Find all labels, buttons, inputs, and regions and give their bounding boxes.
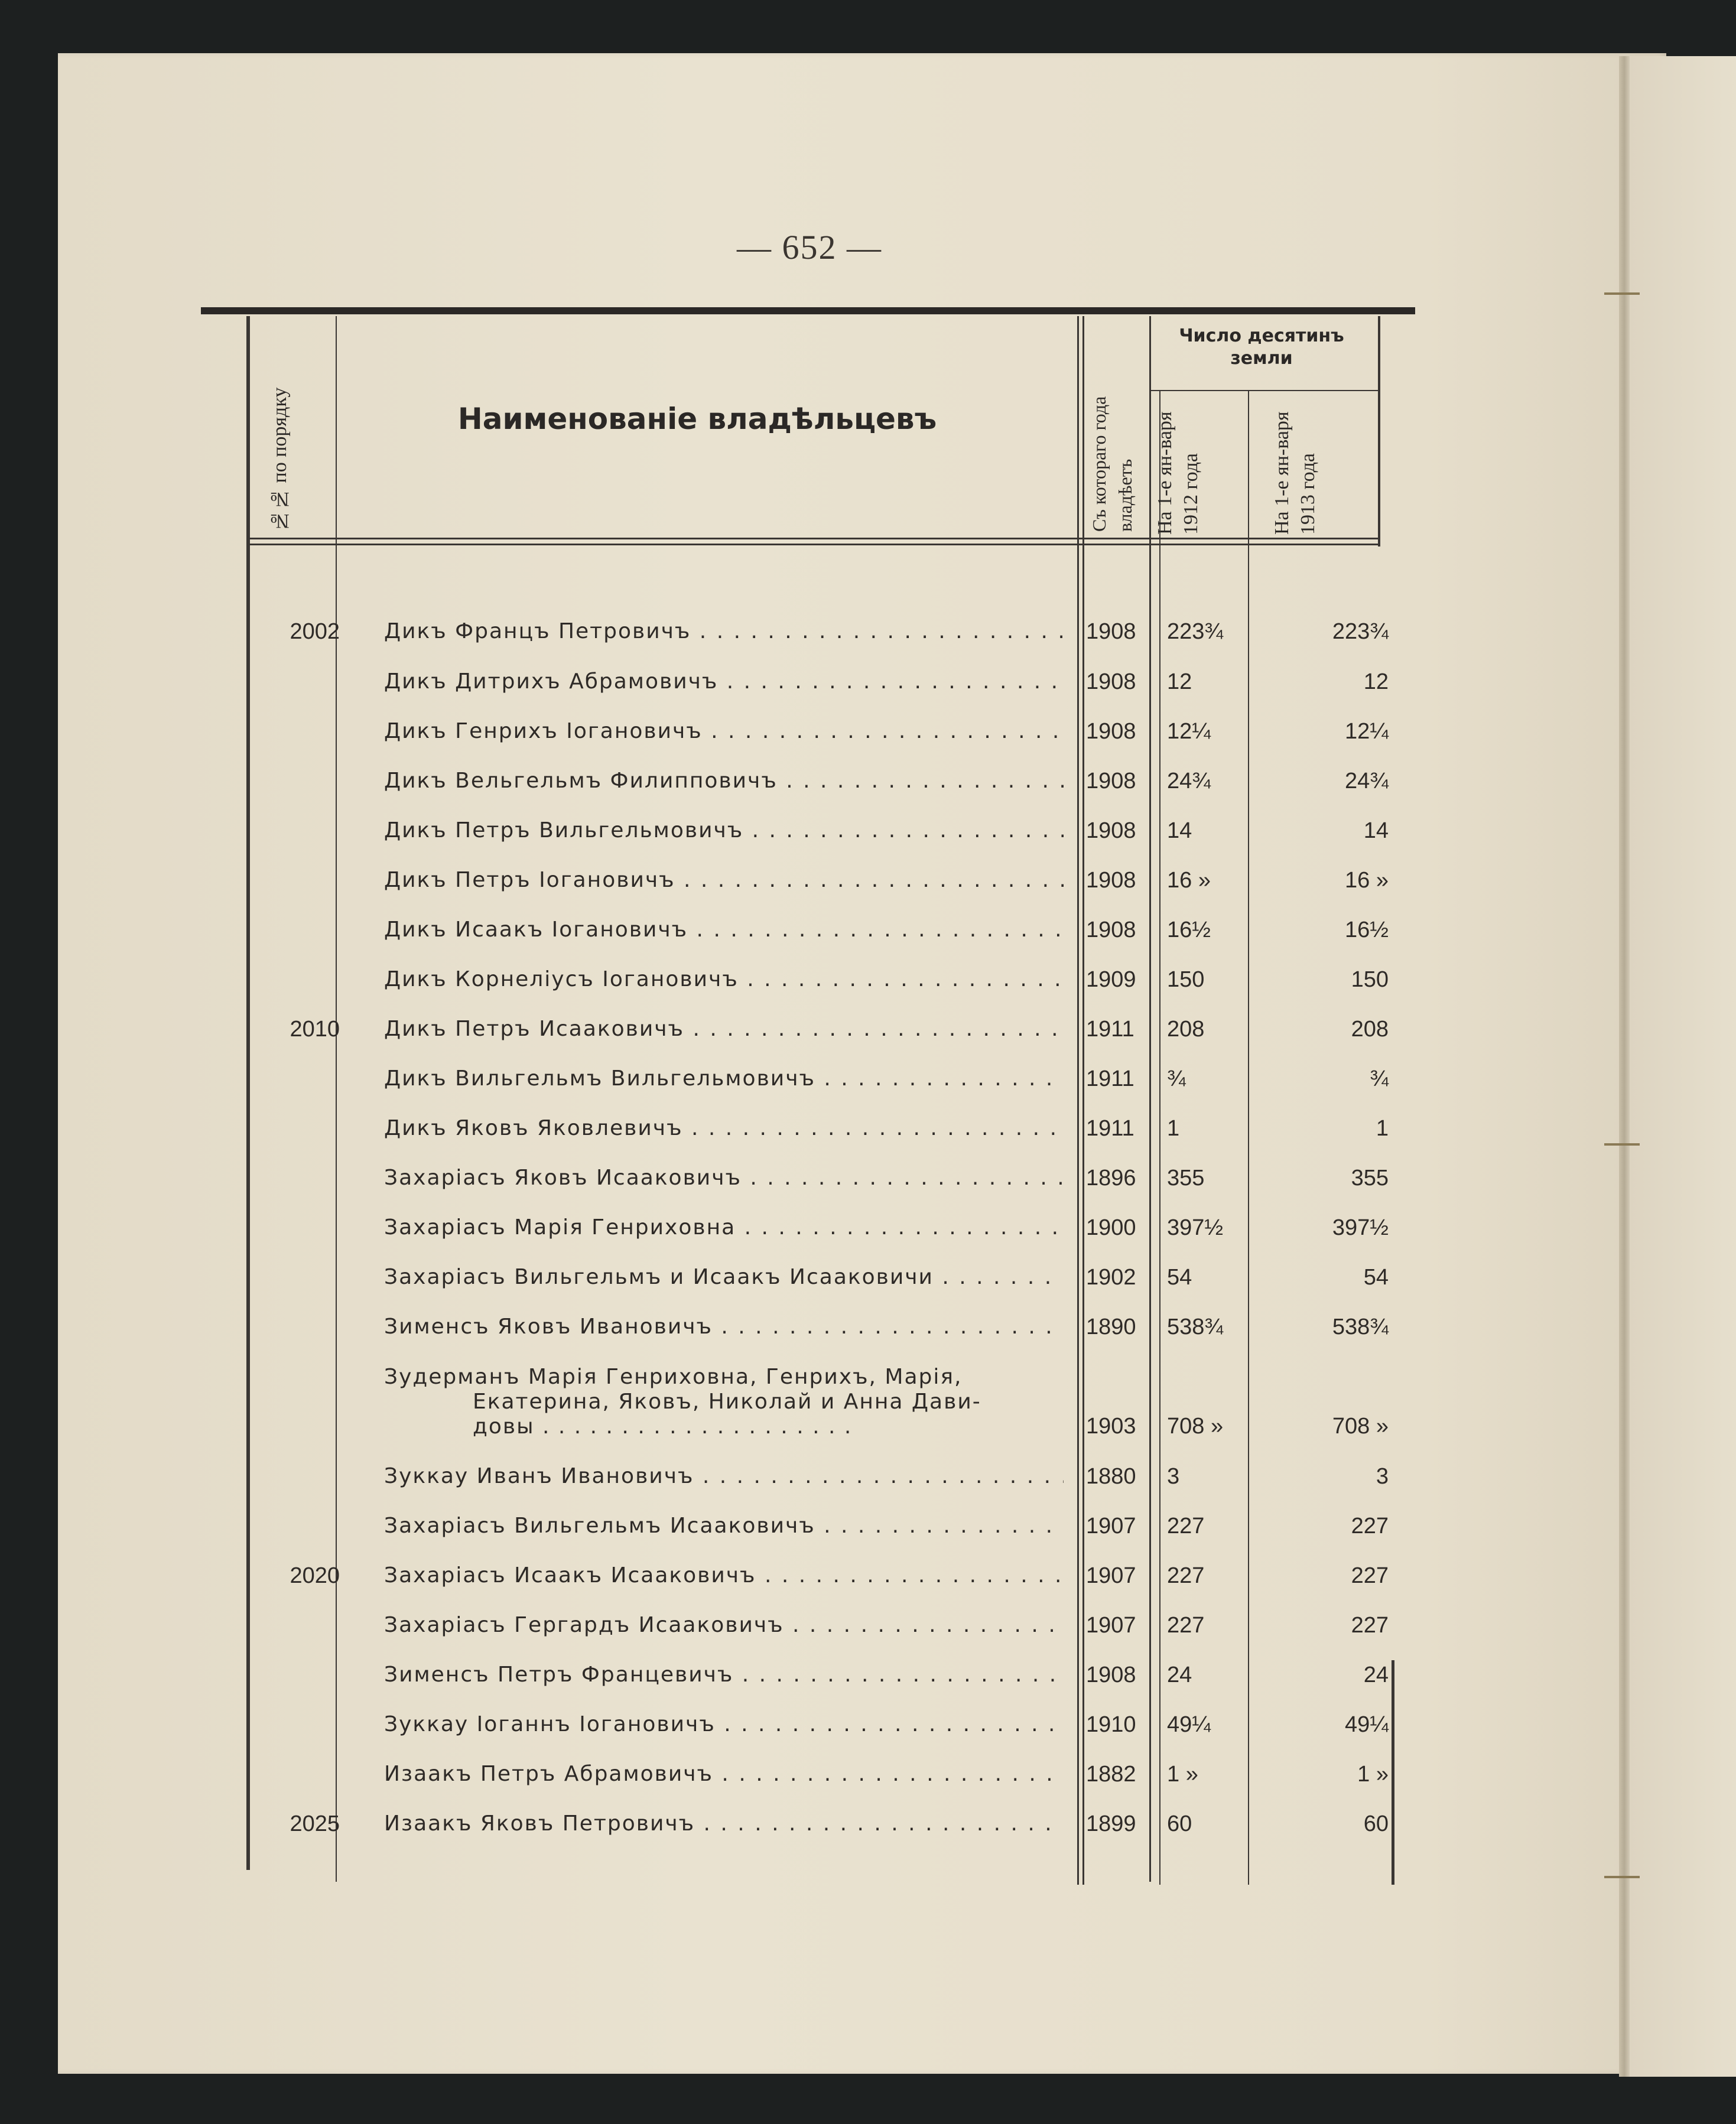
desyatin-1912: 397½	[1167, 1215, 1224, 1240]
desyatin-1913: 3	[1376, 1464, 1389, 1489]
year-since: 1899	[1086, 1811, 1136, 1836]
header-rule	[246, 538, 1380, 539]
table-row	[0, 669, 1736, 719]
year-since: 1900	[1086, 1215, 1136, 1240]
owner-name: Изаакъ Яковъ Петровичъ . . .	[384, 1811, 1064, 1836]
year-since: 1908	[1086, 769, 1136, 793]
table-row	[0, 1613, 1736, 1663]
desyatin-1912: 16 »	[1167, 868, 1211, 893]
header-rule	[246, 544, 1380, 545]
desyatin-1912: 538¾	[1167, 1315, 1224, 1339]
owner-name: Дикъ Вельгельмъ Филипповичъ . . .	[384, 769, 1064, 793]
desyatin-1913: 54	[1363, 1265, 1389, 1290]
year-since: 1907	[1086, 1613, 1136, 1638]
desyatin-1913: 227	[1351, 1514, 1389, 1538]
year-since: 1890	[1086, 1315, 1136, 1339]
table-row	[0, 918, 1736, 967]
header-year-column: Съ котораго года владѣетъ	[1088, 396, 1136, 532]
owner-name: Дикъ Дитрихъ Абрамовичъ . . .	[384, 669, 1064, 694]
year-since: 1907	[1086, 1514, 1136, 1538]
table-row	[0, 1464, 1736, 1514]
year-since: 1908	[1086, 918, 1136, 942]
owner-name: Зименсъ Петръ Францевичъ . . .	[384, 1663, 1064, 1687]
table-row	[0, 719, 1736, 769]
desyatin-1913: 227	[1351, 1563, 1389, 1588]
year-since: 1911	[1086, 1017, 1134, 1042]
page-number: — 652 —	[737, 228, 882, 266]
year-since: 1902	[1086, 1265, 1136, 1290]
desyatin-1913: 49¼	[1345, 1712, 1389, 1737]
year-since: 1911	[1086, 1116, 1134, 1141]
header-desyatin-group: Число десятинъ земли	[1179, 326, 1344, 369]
desyatin-1912: 708 »	[1167, 1414, 1224, 1439]
year-since: 1880	[1086, 1464, 1136, 1489]
table-row	[0, 1066, 1736, 1116]
owner-name: Захаріасъ Марія Генриховна . . .	[384, 1215, 1064, 1240]
desyatin-1913: 24¾	[1345, 769, 1389, 793]
year-since: 1911	[1086, 1066, 1134, 1091]
year-since: 1909	[1086, 967, 1136, 992]
owner-name: Дикъ Яковъ Яковлевичъ . . .	[384, 1116, 1064, 1140]
binding-pin	[1604, 292, 1640, 295]
table-row	[0, 619, 1736, 669]
desyatin-1913: 14	[1363, 818, 1389, 843]
year-since: 1908	[1086, 719, 1136, 744]
owner-name: Захаріасъ Исаакъ Исааковичъ . . .	[384, 1563, 1064, 1588]
desyatin-1913: 16½	[1345, 918, 1389, 942]
year-since: 1907	[1086, 1563, 1136, 1588]
owner-name: Дикъ Корнеліусъ Іогановичъ . . .	[384, 967, 1064, 991]
desyatin-1913: 397½	[1332, 1215, 1389, 1240]
desyatin-1913: 223¾	[1332, 619, 1389, 644]
table-row	[0, 1811, 1736, 1861]
table-row	[0, 1762, 1736, 1811]
table-row	[0, 818, 1736, 868]
desyatin-1913: 60	[1363, 1811, 1389, 1836]
table-row	[0, 1116, 1736, 1166]
year-since: 1896	[1086, 1166, 1136, 1191]
desyatin-1913: 355	[1351, 1166, 1389, 1191]
table-row	[0, 1414, 1736, 1463]
table-row	[0, 1514, 1736, 1563]
owner-name-line: довы . . . . . . . . . . . . . . . . . . . .	[473, 1414, 853, 1439]
desyatin-1913: ¾	[1370, 1066, 1389, 1091]
desyatin-1912: 355	[1167, 1166, 1205, 1191]
table-top-rule	[201, 307, 1415, 314]
desyatin-1913: 708 »	[1332, 1414, 1389, 1439]
owner-name: Дикъ Петръ Вильгельмовичъ . . .	[384, 818, 1064, 843]
owner-name: Зименсъ Яковъ Ивановичъ . . .	[384, 1315, 1064, 1339]
table-row	[0, 1315, 1736, 1364]
owner-name: Дикъ Петръ Исааковичъ . . .	[384, 1017, 1064, 1041]
desyatin-1913: 1 »	[1357, 1762, 1389, 1787]
owner-name: Дикъ Вильгельмъ Вильгельмовичъ . . .	[384, 1066, 1064, 1091]
desyatin-1913: 12¼	[1345, 719, 1389, 744]
desyatin-1912: 227	[1167, 1514, 1205, 1538]
row-number: 2025	[290, 1811, 340, 1836]
year-since: 1908	[1086, 818, 1136, 843]
header-number-column: №№ по порядку	[269, 387, 291, 532]
owner-name-line: Екатерина, Яковъ, Николай и Анна Дави-	[473, 1390, 981, 1414]
desyatin-1912: ¾	[1167, 1066, 1186, 1091]
table-row	[0, 868, 1736, 918]
table-row	[0, 769, 1736, 818]
row-number: 2010	[290, 1017, 340, 1042]
owner-name: Захаріасъ Гергардъ Исааковичъ . . .	[384, 1613, 1064, 1637]
header-owner-name: Наименованіе владѣльцевъ	[457, 402, 937, 436]
owner-name: Захаріасъ Вильгельмъ Исааковичъ . . .	[384, 1514, 1064, 1538]
owner-name: Дикъ Францъ Петровичъ . . .	[384, 619, 1064, 643]
year-since: 1903	[1086, 1414, 1136, 1439]
desyatin-1912: 223¾	[1167, 619, 1224, 644]
desyatin-1912: 24¾	[1167, 769, 1211, 793]
desyatin-1912: 227	[1167, 1613, 1205, 1638]
desyatin-1912: 49¼	[1167, 1712, 1211, 1737]
desyatin-1912: 1 »	[1167, 1762, 1198, 1787]
year-since: 1908	[1086, 1663, 1136, 1687]
table-row	[0, 1265, 1736, 1315]
table-row	[0, 967, 1736, 1017]
desyatin-1913: 12	[1363, 669, 1389, 694]
table-row	[0, 1215, 1736, 1265]
header-1912-column: На 1-е ян-варя 1912 года	[1154, 411, 1202, 535]
owner-name: Дикъ Исаакъ Іогановичъ . . .	[384, 918, 1064, 942]
desyatin-1913: 208	[1351, 1017, 1389, 1042]
binding-pin	[1604, 1876, 1640, 1878]
desyatin-1913: 24	[1363, 1663, 1389, 1687]
table-row	[0, 1166, 1736, 1215]
desyatin-1912: 1	[1167, 1116, 1180, 1141]
year-since: 1908	[1086, 868, 1136, 893]
row-number: 2002	[290, 619, 340, 644]
year-since: 1908	[1086, 669, 1136, 694]
owner-name: Зуккау Іоганнъ Іогановичъ . . .	[384, 1712, 1064, 1736]
table-row	[0, 1663, 1736, 1712]
row-number: 2020	[290, 1563, 340, 1588]
desyatin-1912: 12¼	[1167, 719, 1211, 744]
year-since: 1910	[1086, 1712, 1136, 1737]
desyatin-1913: 150	[1351, 967, 1389, 992]
owner-name: Дикъ Петръ Іогановичъ . . .	[384, 868, 1064, 892]
owner-name: Дикъ Генрихъ Іогановичъ . . .	[384, 719, 1064, 743]
desyatin-1912: 227	[1167, 1563, 1205, 1588]
owner-name-line: Зудерманъ Марія Генриховна, Генрихъ, Марія,	[384, 1365, 963, 1389]
desyatin-1913: 16 »	[1345, 868, 1389, 893]
desyatin-1912: 3	[1167, 1464, 1180, 1489]
table-row	[0, 1017, 1736, 1066]
table-right-border	[1378, 316, 1380, 547]
owner-name: Изаакъ Петръ Абрамовичъ . . .	[384, 1762, 1064, 1786]
table-row	[0, 1563, 1736, 1613]
desyatin-1913: 1	[1376, 1116, 1389, 1141]
desyatin-1912: 14	[1167, 818, 1192, 843]
desyatin-1912: 16½	[1167, 918, 1211, 942]
desyatin-1912: 24	[1167, 1663, 1192, 1687]
year-since: 1882	[1086, 1762, 1136, 1787]
desyatin-1912: 54	[1167, 1265, 1192, 1290]
header-1913-column: На 1-е ян-варя 1913 года	[1271, 411, 1319, 535]
owner-name: Захаріасъ Вильгельмъ и Исаакъ Исааковичи . . .	[384, 1265, 1064, 1289]
owner-name: Зуккау Иванъ Ивановичъ . . .	[384, 1464, 1064, 1488]
desyatin-1912: 60	[1167, 1811, 1192, 1836]
group-header-rule	[1149, 390, 1380, 391]
desyatin-1913: 538¾	[1332, 1315, 1389, 1339]
owner-name: Захаріасъ Яковъ Исааковичъ . . .	[384, 1166, 1064, 1190]
year-since: 1908	[1086, 619, 1136, 644]
desyatin-1912: 150	[1167, 967, 1205, 992]
desyatin-1913: 227	[1351, 1613, 1389, 1638]
table-row	[0, 1712, 1736, 1762]
desyatin-1912: 12	[1167, 669, 1192, 694]
desyatin-1912: 208	[1167, 1017, 1205, 1042]
